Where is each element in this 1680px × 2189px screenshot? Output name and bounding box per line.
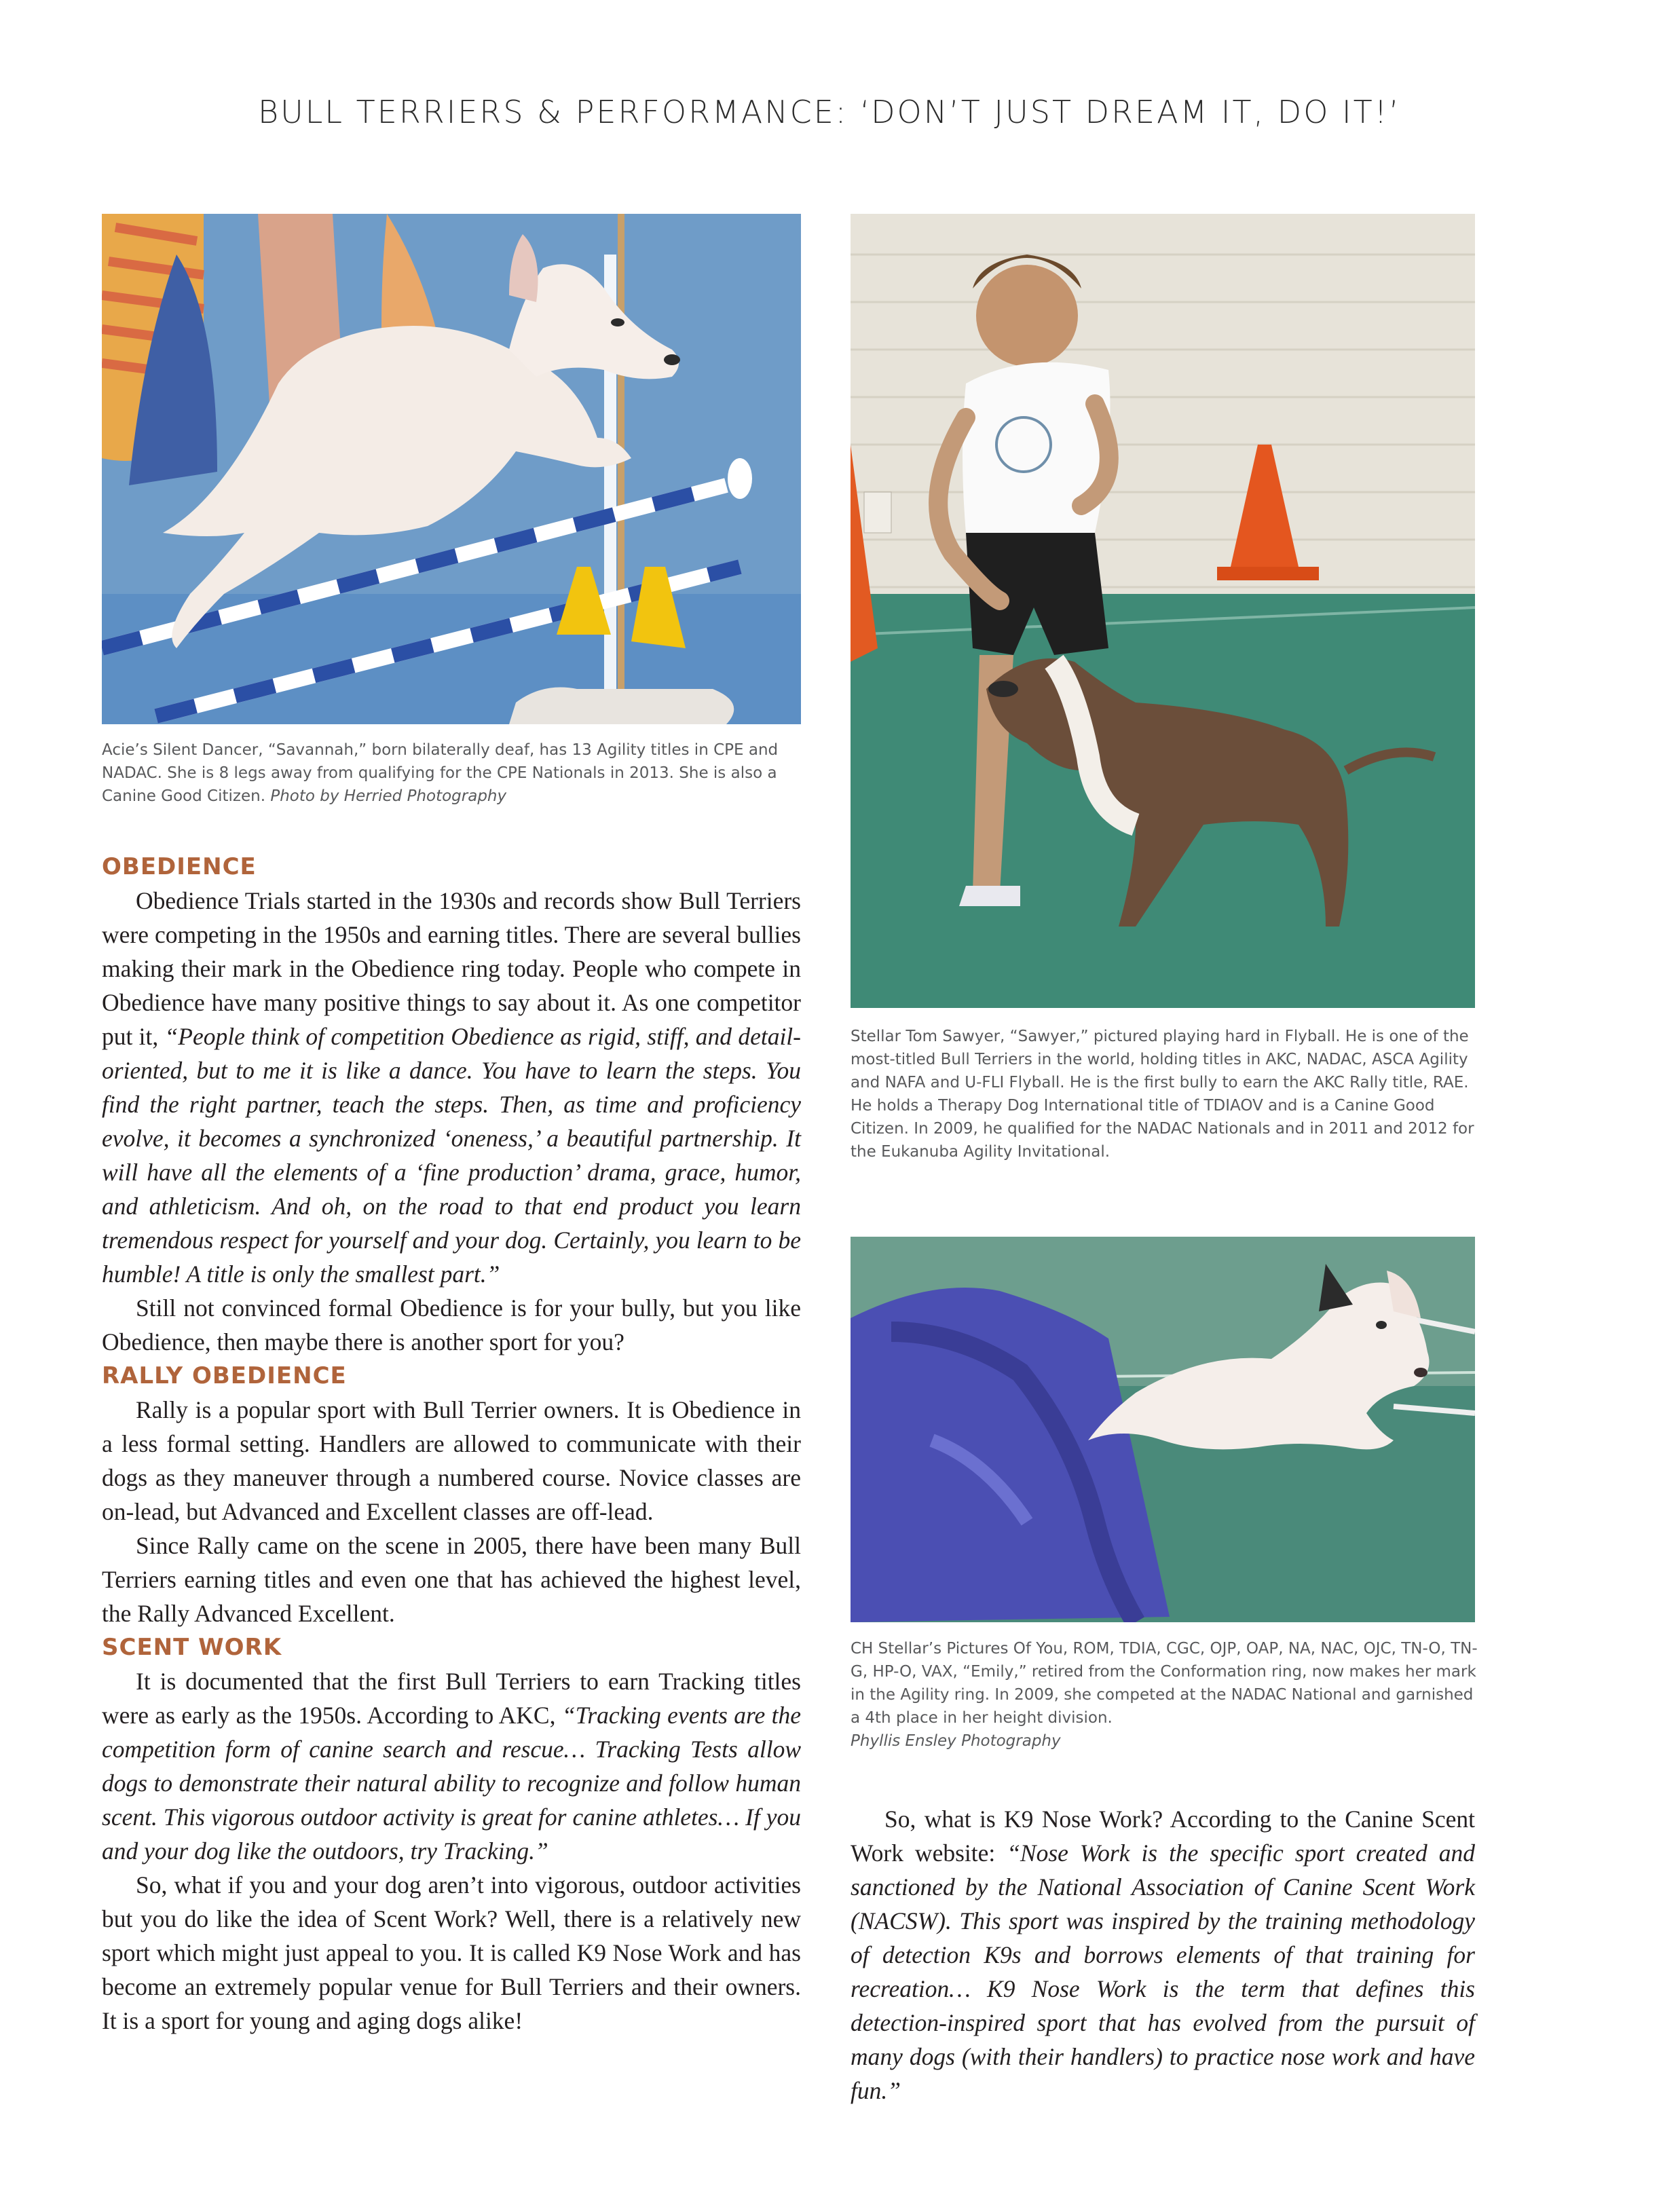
nosework-p1-intro: So, what is K9 Nose Work? According to the Canine Scent Work website:	[851, 1806, 1475, 1867]
flyball-caption-text: Stellar Tom Sawyer, “Sawyer,” pictured playing hard in Flyball. He is one of the most-titled Bull Terriers in the world, holding titles in AKC, NADAC, ASCA Agility and NAFA and U-FLI Flyball. He is the first bully to earn the AKC Rally title, RAE. He holds a Therapy Dog International title of TDIAOV and is a Canine Good Citizen. In 2009, he qualified for the NADAC Nationals and in 2011 and 2012 for the Eukanuba Agility Invitational.	[851, 1028, 1474, 1161]
scent-paragraph-1	[102, 1664, 801, 1868]
nosework-paragraph	[851, 1802, 1475, 2108]
agility-jump-caption	[102, 738, 808, 808]
obedience-p1-quote: “People think of competition Obedience as rigid, stiff, and detail-oriented, but to me it is like a dance. You have to learn the steps. You find the right partner, teach the steps. Then, as time and proficiency evolve, it becomes a synchronized ‘oneness,’ a beautiful partnership. It will have all the elements of a ‘fine production’ drama, grace, humor, and athleticism. And oh, on the road to that end product you learn tremendous respect for yourself and your dog. Certainly, you learn to be humble! A title is only the smallest part.”	[102, 1023, 801, 1288]
rally-heading: RALLY OBEDIENCE	[102, 1362, 347, 1389]
rally-paragraph-2: Since Rally came on the scene in 2005, there have been many Bull Terriers earning titles and even one that has achieved the highest level, the Rally Advanced Excellent.	[102, 1532, 801, 1627]
scent-heading: SCENT WORK	[102, 1634, 282, 1661]
scent-p1-quote: “Tracking events are the competition form of canine search and rescue… Tracking Tests allow dogs to demonstrate their natural ability to recognize and follow human scent. This vigorous outdoor activity is great for canine athletes… If you and your dog like the outdoors, try Tracking.”	[102, 1702, 802, 1865]
scent-paragraph-2: So, what if you and your dog aren’t into vigorous, outdoor activities but you do like the idea of Scent Work? Well, there is a relatively new sport which might just appeal to you. It is called K9 Nose Work and has become an extremely popular venue for Bull Terriers and their owners. It is a sport for young and aging dogs alike!	[102, 1871, 801, 2034]
flyball-caption	[851, 1025, 1482, 1163]
tunnel-caption	[851, 1637, 1482, 1753]
scent-p1-intro: It is documented that the first Bull Terriers to earn Tracking titles were as early as the 1950s. According to AKC,	[102, 1668, 801, 1729]
agility-jump-photo	[102, 214, 801, 724]
flyball-photo	[851, 214, 1475, 1008]
agility-jump-credit: Photo by Herried Photography	[270, 787, 507, 805]
tunnel-photo	[851, 1237, 1475, 1622]
left-column	[102, 850, 801, 2038]
obedience-paragraph-2: Still not convinced formal Obedience is for your bully, but you like Obedience, then maybe there is another sport for you?	[102, 1294, 801, 1355]
tunnel-caption-text: CH Stellar’s Pictures Of You, ROM, TDIA, CGC, OJP, OAP, NA, NAC, OJC, TN-O, TN-G, HP-O, VAX, “Emily,” retired from the Conformation ring, now makes her mark in the Agility ring. In 2009, she competed at the NADAC National and garnished a 4th place in her height division.	[851, 1640, 1478, 1727]
obedience-paragraph-1	[102, 884, 801, 1291]
nosework-p1-quote: “Nose Work is the specific sport created and sanctioned by the National Association of Canine Scent Work (NACSW). This sport was inspired by the training methodology of detection K9s and borrows elements of that training for recreation… K9 Nose Work is the term that defines this detection-inspired sport that has evolved from the pursuit of many dogs (with their handlers) to practice nose work and have fun.”	[851, 1839, 1475, 2104]
right-column	[851, 1802, 1475, 2108]
rally-paragraph-1: Rally is a popular sport with Bull Terrier owners. It is Obedience in a less formal setting. Handlers are allowed to communicate with their dogs as they maneuver through a numbered course. Novice classes are on-lead, but Advanced and Excellent classes are off-lead.	[102, 1396, 801, 1525]
obedience-p1-intro: Obedience Trials started in the 1930s and records show Bull Terriers were competing in the 1950s and earning titles. There are several bullies making their mark in the Obedience ring today. People who compete in Obedience have many positive things to say about it. As one competitor put it,	[102, 887, 801, 1050]
page-title: BULL TERRIERS & PERFORMANCE: ‘DON’T JUST DREAM IT, DO IT!’	[258, 94, 1401, 130]
obedience-heading: OBEDIENCE	[102, 853, 257, 880]
agility-jump-caption-text: Acie’s Silent Dancer, “Savannah,” born bilaterally deaf, has 13 Agility titles in CPE and NADAC. She is 8 legs away from qualifying for the CPE Nationals in 2013. She is also a Canine Good Citizen.	[102, 741, 779, 805]
tunnel-credit: Phyllis Ensley Photography	[851, 1732, 1061, 1750]
